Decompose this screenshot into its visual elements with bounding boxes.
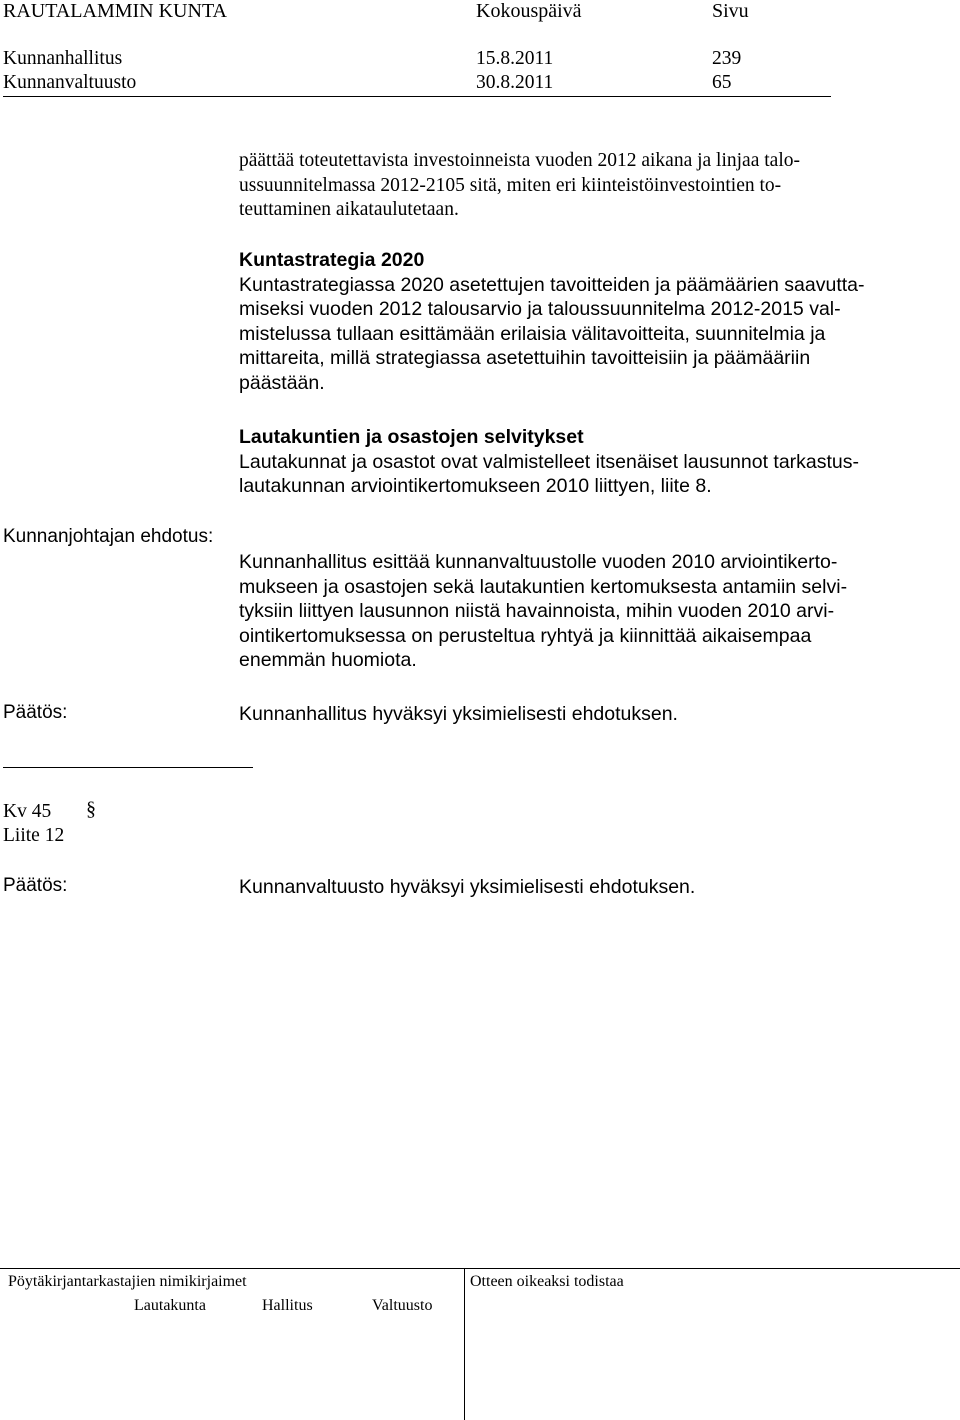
proposal-text — [239, 550, 879, 673]
text-line: Kunnanhallitus esittää kunnanvaltuustolle vuoden 2010 arviointikerto- — [239, 551, 838, 573]
section-heading: Kuntastrategia 2020 — [239, 249, 425, 271]
meeting-body: Kunnanvaltuusto — [3, 72, 137, 93]
signature-column-hallitus: Hallitus — [262, 1297, 313, 1314]
header-row-underlined — [3, 72, 831, 97]
decision-label: Päätös: — [3, 875, 68, 896]
attachment-reference: Liite 12 — [3, 825, 65, 846]
section-heading: Lautakuntien ja osastojen selvitykset — [239, 426, 584, 448]
text-line: päättää toteutettavista investoinneista vuoden 2012 aikana ja linjaa talo- — [239, 150, 800, 171]
text-line: mistelussa tullaan esittämään erilaisia välitavoitteita, suunnitelmia ja — [239, 322, 826, 345]
meeting-date: 30.8.2011 — [476, 72, 554, 93]
section-symbol: § — [86, 798, 96, 820]
intro-paragraph — [239, 149, 879, 223]
separator-line — [3, 767, 253, 768]
decision-label: Päätös: — [3, 702, 68, 723]
text-line: enemmän huomiota. — [239, 649, 417, 672]
meeting-body: Kunnanhallitus — [3, 48, 123, 69]
footer-divider — [0, 1268, 960, 1269]
decision-text — [239, 702, 879, 727]
text-line: Kuntastrategiassa 2020 asetettujen tavoitteiden ja päämäärien saavutta- — [239, 273, 865, 296]
boards-section — [239, 425, 879, 499]
certified-copy-label: Otteen oikeaksi todistaa — [470, 1273, 624, 1290]
text-line: mittareita, millä strategiassa asetettuihin tavoitteisiin ja päämääriin — [239, 347, 811, 370]
page-number: 239 — [712, 48, 742, 69]
signature-column-valtuusto: Valtuusto — [372, 1297, 433, 1314]
meeting-day-label: Kokouspäivä — [476, 0, 582, 22]
text-line: lautakunnan arviointikertomukseen 2010 liittyen, liite 8. — [239, 475, 712, 498]
strategy-section — [239, 248, 879, 396]
decision-text — [239, 875, 879, 900]
signatures-label: Pöytäkirjantarkastajien nimikirjaimet — [8, 1273, 247, 1290]
footer-column-divider — [464, 1268, 465, 1420]
text-line: mukseen ja osastojen sekä lautakuntien kertomuksesta antamiin selvi- — [239, 575, 848, 598]
text-line: teuttaminen aikataulutetaan. — [239, 199, 459, 221]
page-label: Sivu — [712, 0, 749, 22]
text-line: päästään. — [239, 371, 325, 394]
meeting-date: 15.8.2011 — [476, 48, 554, 69]
council-reference: Kv 45 — [3, 801, 52, 822]
text-line: Lautakunnat ja osastot ovat valmistelleet itsenäiset lausunnot tarkastus- — [239, 450, 860, 473]
proposal-label: Kunnanjohtajan ehdotus: — [3, 526, 214, 547]
page-number: 65 — [712, 72, 732, 93]
text-line: ussuunnitelmassa 2012-2105 sitä, miten eri kiinteistöinvestointien to- — [239, 174, 782, 196]
signature-column-lautakunta: Lautakunta — [134, 1297, 206, 1314]
organization-name: RAUTALAMMIN KUNTA — [3, 0, 228, 22]
footer — [0, 1268, 960, 1420]
text-line: ointikertomuksessa on perusteltua ryhtyä ja kiinnittää aikaisempaa — [239, 624, 812, 647]
text-line: Kunnanhallitus hyväksyi yksimielisesti ehdotuksen. — [239, 703, 678, 725]
text-line: tyksiin liittyen lausunnon niistä havainnoista, mihin vuoden 2010 arvi- — [239, 600, 835, 623]
text-line: miseksi vuoden 2012 talousarvio ja taloussuunnitelma 2012-2015 val- — [239, 298, 841, 321]
text-line: Kunnanvaltuusto hyväksyi yksimielisesti ehdotuksen. — [239, 876, 696, 898]
